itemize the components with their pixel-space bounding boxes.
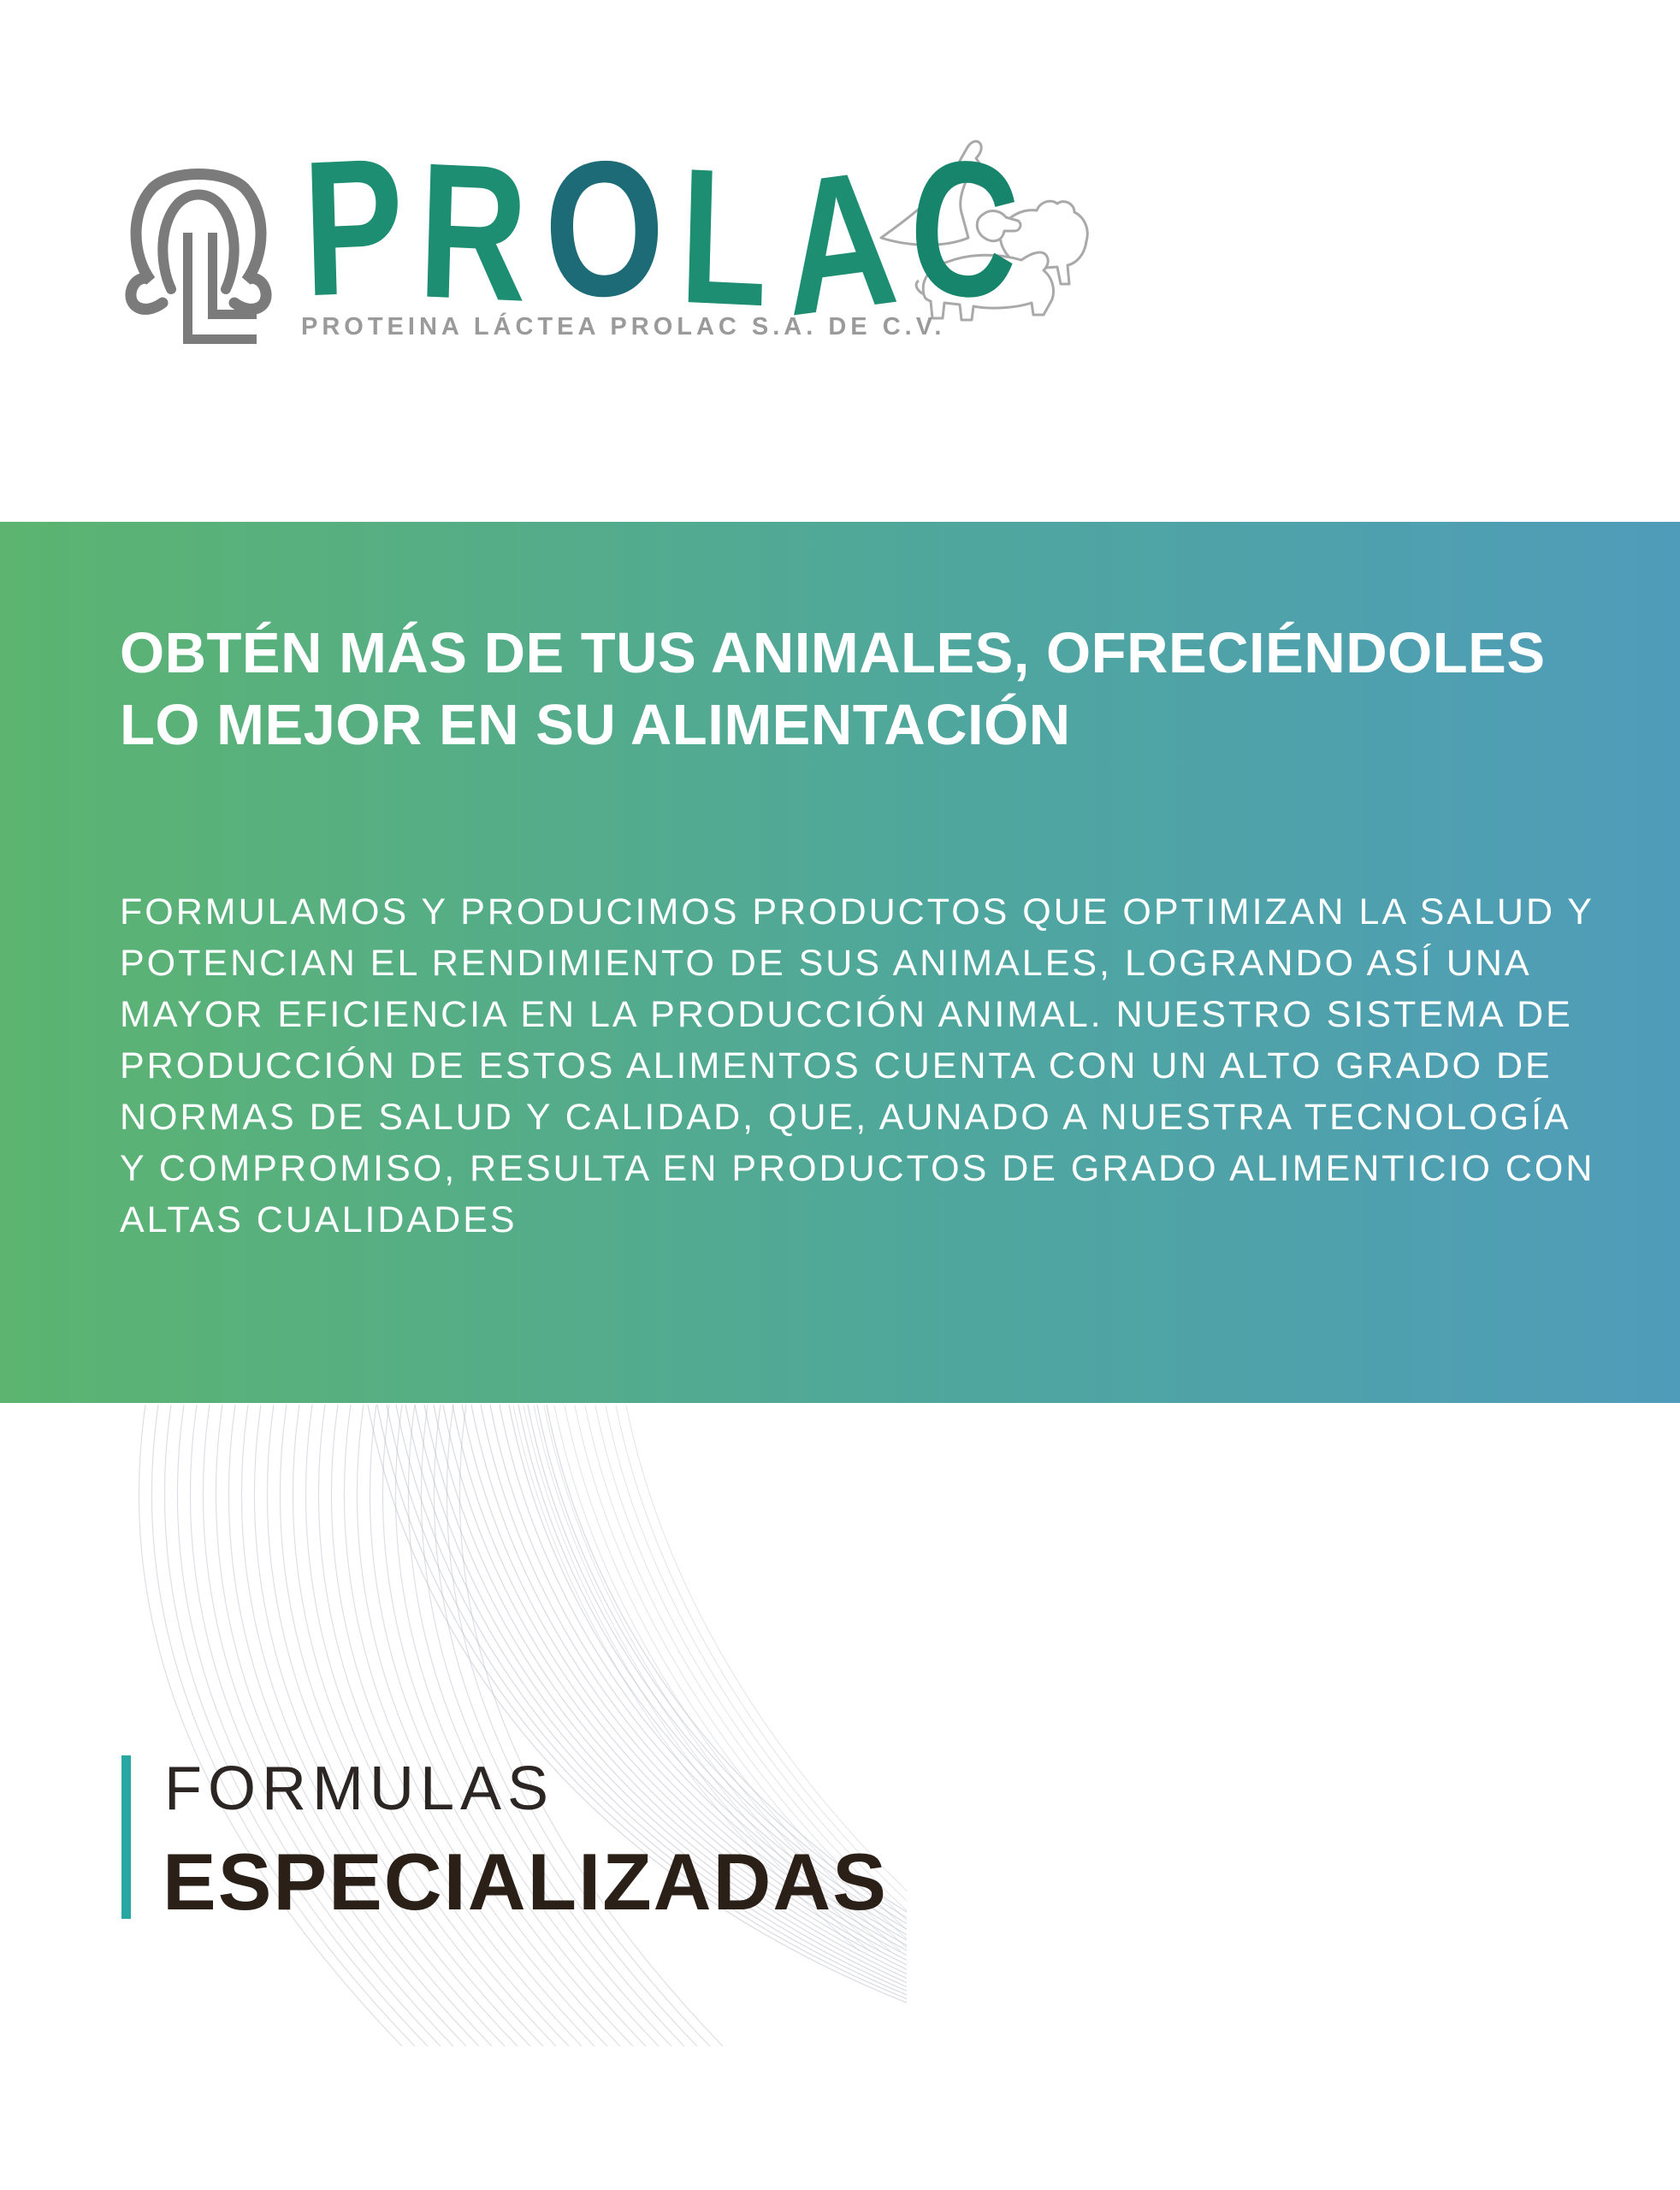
wordmark-letter: R <box>416 121 530 342</box>
wordmark-letter: O <box>539 116 669 340</box>
wordmark-letter: P <box>300 116 406 337</box>
headline-line: LO MEJOR EN SU ALIMENTACIÓN <box>120 693 1071 757</box>
body-line: NORMAS DE SALUD Y CALIDAD, QUE, AUNADO A NUESTRA TECNOLOGÍA <box>120 1097 1571 1138</box>
hero-banner <box>0 522 1680 1403</box>
body-line: PRODUCCIÓN DE ESTOS ALIMENTOS CUENTA CON UN ALTO GRADO DE <box>120 1045 1553 1086</box>
body-line: POTENCIAN EL RENDIMIENTO DE SUS ANIMALES, LOGRANDO ASÍ UNA <box>120 943 1532 984</box>
body-line: ALTAS CUALIDADES <box>120 1199 518 1240</box>
body-line: MAYOR EFICIENCIA EN LA PRODUCCIÓN ANIMAL. NUESTRO SISTEMA DE <box>120 994 1573 1035</box>
wordmark-letter: C <box>903 115 1024 341</box>
logo-tagline: PROTEINA LÁCTEA PROLAC S.A. DE C.V. <box>301 313 946 340</box>
swoosh-lines-decoration <box>0 1404 941 2047</box>
prolac-emblem-icon <box>121 159 275 346</box>
logo-block <box>0 0 1680 479</box>
hero-paragraph <box>120 886 1594 1246</box>
prolac-wordmark <box>289 115 1024 357</box>
wordmark-letter: L <box>677 127 771 347</box>
wordmark-letter: A <box>775 127 904 357</box>
body-line: Y COMPROMISO, RESULTA EN PRODUCTOS DE GRADO ALIMENTICIO CON <box>120 1148 1595 1189</box>
hero-headline <box>120 618 1546 761</box>
body-line: FORMULAMOS Y PRODUCIMOS PRODUCTOS QUE OPTIMIZAN LA SALUD Y <box>120 891 1594 932</box>
section-title: ESPECIALIZADAS <box>163 1837 888 1927</box>
headline-line: OBTÉN MÁS DE TUS ANIMALES, OFRECIÉNDOLES <box>120 621 1546 685</box>
accent-bar <box>121 1755 131 1919</box>
section-kicker: FORMULAS <box>164 1755 555 1823</box>
